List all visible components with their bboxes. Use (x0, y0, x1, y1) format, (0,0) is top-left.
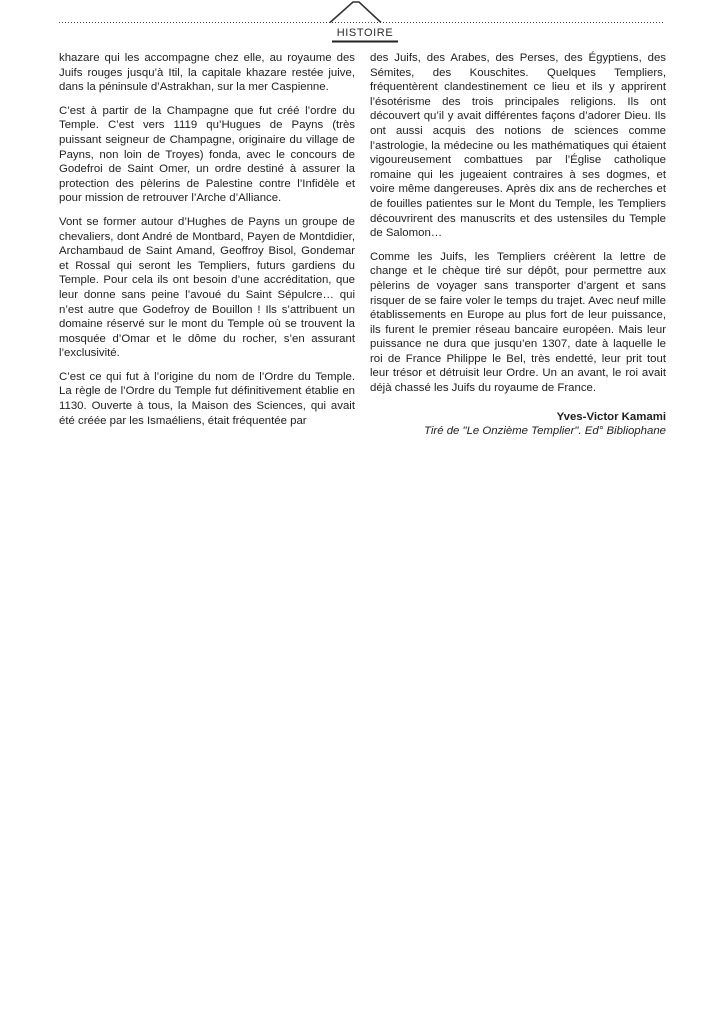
article-paragraph: khazare qui les accompagne chez elle, au royaume des Juifs rouges jusqu’à Itil, la capitale khazare restée juive, dans la péninsule d’Astrakhan, sur la mer Caspienne. (59, 52, 355, 94)
page-header (0, 0, 723, 50)
article-paragraph: Comme les Juifs, les Templiers créèrent la lettre de change et le chèque tiré sur dépôt, pour permettre aux pèlerins de voyager sans transporter d’argent et sans risquer de se faire voler le temps du trajet. Avec neuf mille établissements en Europe au plus fort de leur puissance, ils furent le premier réseau bancaire européen. Mais leur puissance ne dura que jusqu’en 1307, date à laquelle le roi de France Philippe le Bel, très endetté, leur prit tout leur trésor et détruisit leur Ordre. Un an avant, le roi avait déjà chassé les Juifs du royaume de France. (370, 250, 666, 395)
article-column-right (370, 51, 666, 439)
author-name: Yves-Victor Kamami (556, 410, 666, 423)
article-column-left (59, 51, 355, 437)
article-paragraph: des Juifs, des Arabes, des Perses, des Égyptiens, des Sémites, des Kouschites. Quelques Templiers, fréquentèrent clandestinement ce lieu et ils y apprirent l’ésotérisme des trois principales religions. Ils ont découvert qu’il y avait différentes façons d’adorer Dieu. Ils ont aussi acquis des notions de sciences comme l’astrologie, la médecine ou les mathématiques qui étaient vigoureusement combattues par l’Église catholique romaine qui les jugeaient contraires à ses dogmes, et voire même dangereuses. Après dix ans de recherches et de fouilles patientes sur le Mont du Temple, les Templiers découvrirent des manuscrits et des ustensiles du Temple de Salomon… (370, 52, 666, 240)
header-rule-with-peak (0, 0, 723, 50)
article-paragraph: C’est à partir de la Champagne que fut créé l’ordre du Temple. C’est vers 1119 qu’Hugues de Payns (très puissant seigneur de Champagne, originaire du village de Payns, non loin de Troyes) fonda, avec le concours de Godefroi de Saint Omer, un ordre destiné à assurer la protection des pèlerins de Palestine contre l’Infidèle et pour mission de retrouver l’Arche d’Alliance. (59, 104, 355, 205)
article-signature (370, 410, 666, 439)
article-paragraph: C’est ce qui fut à l’origine du nom de l’Ordre du Temple. La règle de l’Ordre du Temple fut définitivement établie en 1130. Ouverte à tous, la Maison des Sciences, qui avait été créée par les Ismaéliens, était fréquentée par (59, 370, 355, 427)
section-label: HISTOIRE (336, 27, 394, 39)
source-credit: Tiré de "Le Onzième Templier". Ed° Bibliophane (424, 425, 666, 438)
article-paragraph: Vont se former autour d’Hughes de Payns un groupe de chevaliers, dont André de Montbard, Payen de Montdidier, Archambaud de Saint Amand, Geoffroy Bisol, Gondemar et Rossal qui seront les Templiers, futurs gardiens du Temple. Pour cela ils ont besoin d’une accréditation, que leur donne sans peine l’avoué du Saint Sépulcre… qui n’est autre que Godefroy de Bouillon ! Ils s’attribuent un domaine réservé sur le mont du Temple où se trouvent la mosquée d’Omar et le dôme du rocher, s’en assurant l’exclusivité. (59, 215, 355, 360)
